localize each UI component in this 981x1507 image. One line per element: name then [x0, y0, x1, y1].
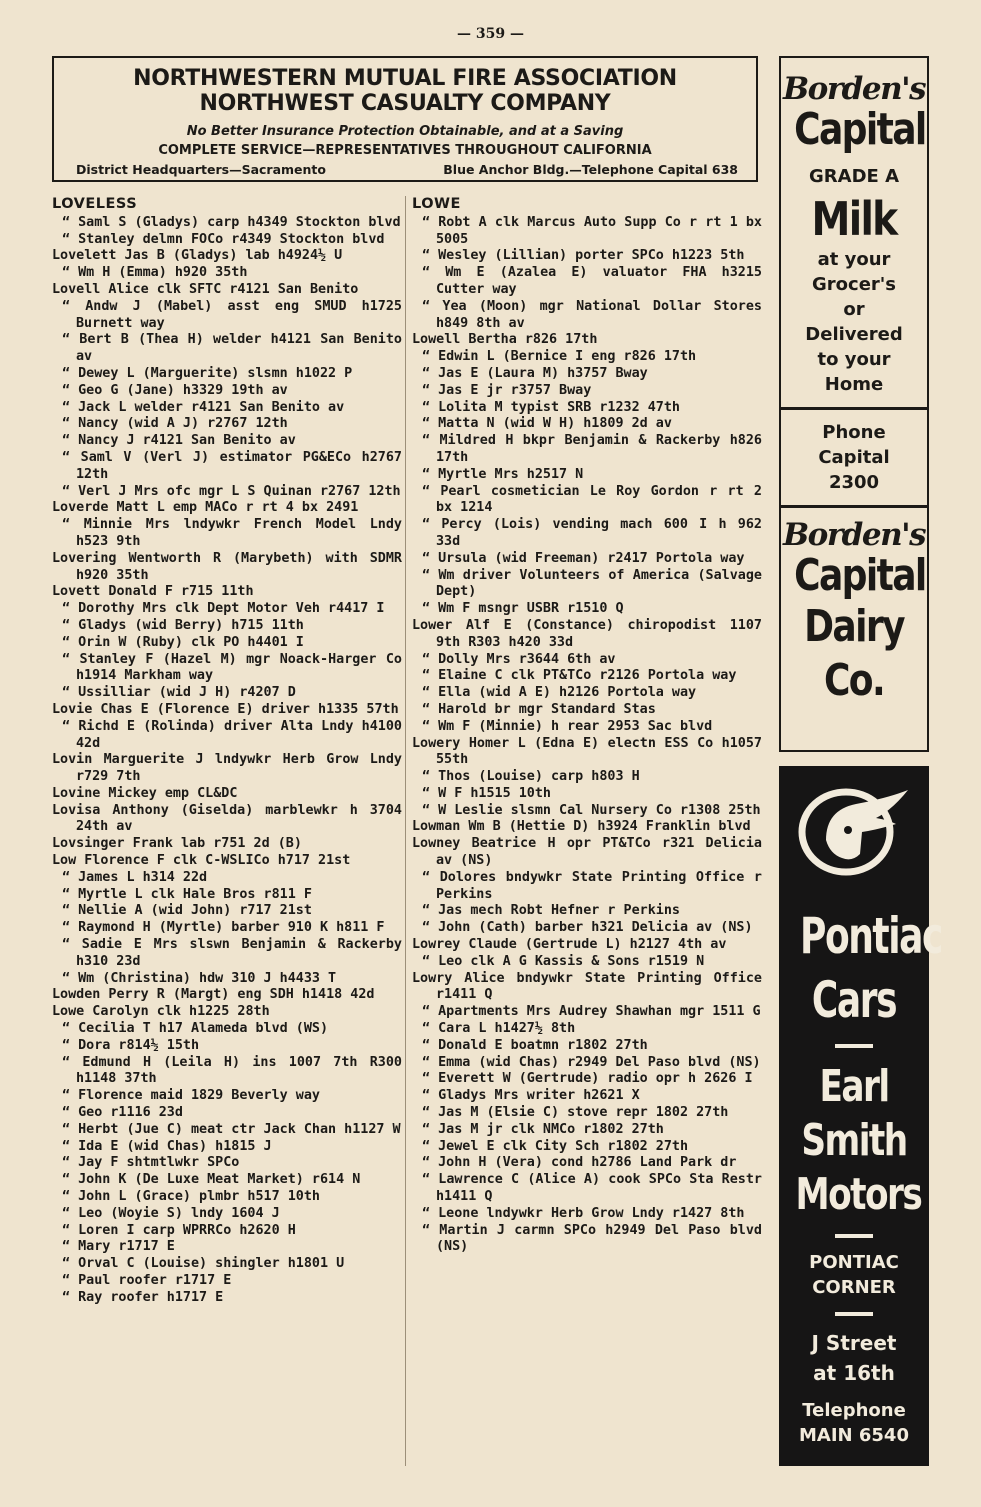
directory-entry: “ Jay F shtmtlwkr SPCo	[62, 1155, 240, 1171]
directory-entry: Low Florence F clk C-WSLICo h717 21st	[52, 853, 351, 869]
directory-entry: “ Everett W (Gertrude) radio opr h 2626 I	[422, 1071, 753, 1087]
directory-entry: “ Dorothy Mrs clk Dept Motor Veh r4417 I	[62, 601, 385, 617]
directory-entry: “ John K (De Luxe Meat Market) r614 N	[62, 1172, 361, 1188]
directory-entry: “ Ussilliar (wid J H) r4207 D	[62, 685, 296, 701]
directory-entry: “ Gladys (wid Berry) h715 11th	[62, 617, 304, 633]
bordens-rule-1	[781, 407, 927, 410]
header-address: Blue Anchor Bldg.—Telephone Capital 638	[443, 162, 738, 177]
directory-entry: “ Thos (Louise) carp h803 H	[422, 769, 640, 785]
directory-entry: “ Mildred H bkpr Benjamin & Rackerby h826 17th	[422, 433, 762, 465]
bordens-capital-2: Capital	[794, 550, 926, 601]
directory-entry: “ W Leslie slsmn Cal Nursery Co r1308 25th	[422, 802, 761, 818]
directory-entry: “ Myrtle L clk Hale Bros r811 F	[62, 886, 312, 902]
directory-entry: “ Apartments Mrs Audrey Shawhan mgr 1511 G	[422, 1004, 761, 1020]
directory-entry: “ Wm F msngr USBR r1510 Q	[422, 601, 624, 617]
pontiac-corner-1: PONTIAC	[809, 1252, 899, 1273]
directory-entry: “ Jas E jr r3757 Bway	[422, 382, 592, 398]
directory-entry: Lowry Alice bndywkr State Printing Office r1411 Q	[412, 970, 762, 1003]
directory-entry: “ Wm driver Volunteers of America (Salvage Dept)	[422, 567, 762, 600]
directory-entry: “ Elaine C clk PT&TCo r2126 Portola way	[422, 668, 737, 684]
smith-word: Smith	[801, 1115, 907, 1166]
directory-entry: “ Nancy (wid A J) r2767 12th	[62, 416, 288, 432]
directory-entry: “ Bert B (Thea H) welder h4121 San Benito av	[62, 332, 402, 365]
directory-entry: “ Stanley delmn FOCo r4349 Stockton blvd	[62, 231, 385, 247]
directory-entry: Lovie Chas E (Florence E) driver h1335 57th	[52, 701, 399, 717]
directory-entry: “ Emma (wid Chas) r2949 Del Paso blvd (NS)	[422, 1054, 761, 1070]
directory-entry: “ Richd E (Rolinda) driver Alta Lndy h4100 42d	[62, 718, 402, 751]
bordens-phone-label: Phone	[822, 422, 886, 443]
directory-entry: “ Jack L welder r4121 San Benito av	[62, 399, 345, 415]
directory-entry: “ Edwin L (Bernice I eng r826 17th	[422, 349, 697, 365]
directory-entry: “ Percy (Lois) vending mach 600 I h 962 33d	[422, 517, 762, 549]
pontiac-dash-3	[835, 1312, 873, 1316]
directory-entry: “ Andw J (Mabel) asst eng SMUD h1725 Burnett way	[62, 298, 402, 331]
directory-entry: “ Jas E (Laura M) h3757 Bway	[422, 365, 648, 381]
directory-entry: “ Dolly Mrs r3644 6th av	[422, 651, 616, 667]
directory-entry: “ Yea (Moon) mgr National Dollar Stores h849 8th av	[422, 298, 762, 331]
pontiac-tel-label: Telephone	[802, 1400, 906, 1421]
header-line-2: NORTHWEST CASUALTY COMPANY	[199, 91, 611, 116]
directory-entry: Lowell Bertha r826 17th	[412, 332, 598, 348]
directory-entry: Lovisa Anthony (Giselda) marblewkr h 3704 24th av	[52, 802, 402, 835]
bordens-line5: to your	[817, 349, 891, 370]
directory-entry: “ Martin J carmn SPCo h2949 Del Paso blvd (NS)	[422, 1222, 762, 1255]
directory-entry: “ Lawrence C (Alice A) cook SPCo Sta Restr h1411 Q	[422, 1172, 762, 1205]
directory-entry: “ Harold br mgr Standard Stas	[422, 701, 656, 717]
pontiac-tel-number: MAIN 6540	[799, 1425, 909, 1446]
directory-entry: “ Cara L h1427½ 8th	[422, 1021, 576, 1037]
directory-entry: “ Matta N (wid W H) h1809 2d av	[422, 416, 672, 432]
pontiac-dash-1	[835, 1044, 873, 1048]
directory-entry: “ Orval C (Louise) shingler h1801 U	[62, 1256, 345, 1272]
directory-entry: “ Saml V (Verl J) estimator PG&ECo h2767 12th	[62, 449, 402, 482]
directory-entry: “ Pearl cosmetician Le Roy Gordon r rt 2 bx 1214	[422, 483, 762, 516]
directory-entry: “ Cecilia T h17 Alameda blvd (WS)	[62, 1021, 329, 1037]
directory-entry: “ Nellie A (wid John) r717 21st	[62, 903, 312, 919]
directory-entry: “ Gladys Mrs writer h2621 X	[422, 1088, 640, 1104]
directory-entry: “ Mary r1717 E	[62, 1239, 175, 1255]
pontiac-word: Pontiac	[800, 907, 942, 965]
header-service: COMPLETE SERVICE—REPRESENTATIVES THROUGHOUT CALIFORNIA	[158, 143, 652, 158]
bordens-phone-number: 2300	[828, 472, 880, 493]
directory-entry: Lowman Wm B (Hettie D) h3924 Franklin blvd	[412, 819, 751, 835]
directory-entry: “ Ray roofer h1717 E	[62, 1289, 224, 1305]
bordens-logo: Borden's	[782, 71, 926, 107]
left-column-heading: LOVELESS	[52, 196, 138, 212]
bordens-rule-2	[781, 505, 927, 508]
bordens-line3: or	[843, 299, 865, 320]
directory-entry: Lovell Alice clk SFTC r4121 San Benito	[52, 281, 359, 297]
directory-entry: “ John (Cath) barber h321 Delicia av (NS)	[422, 920, 753, 936]
directory-entry: Lowery Homer L (Edna E) electn ESS Co h1057 55th	[412, 735, 762, 768]
pontiac-street-1: J Street	[811, 1331, 897, 1355]
directory-entry: Lowden Perry R (Margt) eng SDH h1418 42d	[52, 987, 375, 1003]
directory-entry: “ Stanley F (Hazel M) mgr Noack-Harger Co h1914 Markham way	[62, 651, 402, 684]
page-number: — 359 —	[457, 26, 524, 42]
directory-entry: “ Leo (Woyie S) lndy 1604 J	[62, 1205, 280, 1221]
directory-entry: “ Leo clk A G Kassis & Sons r1519 N	[422, 953, 705, 969]
header-slogan: No Better Insurance Protection Obtainable, and at a Saving	[186, 124, 624, 139]
left-column	[52, 196, 402, 1307]
directory-entry: Lovelett Jas B (Gladys) lab h4924½ U	[52, 248, 343, 264]
bordens-line4: Delivered	[805, 324, 903, 345]
right-column-heading: LOWE	[412, 196, 461, 212]
directory-entry: “ Sadie E Mrs slswn Benjamin & Rackerby h310 23d	[62, 937, 402, 969]
directory-entry: “ Wesley (Lillian) porter SPCo h1223 5th	[422, 248, 745, 264]
directory-entry: “ James L h314 22d	[62, 869, 208, 885]
indian-head-logo-icon	[796, 780, 912, 876]
directory-entry: “ Jas M (Elsie C) stove repr 1802 27th	[422, 1105, 729, 1121]
column-divider	[405, 196, 406, 1466]
motors-word: Motors	[795, 1169, 922, 1220]
cars-word: Cars	[811, 971, 897, 1029]
header-district-row	[54, 162, 756, 177]
bordens-dairy: Dairy	[804, 601, 904, 652]
directory-entry: “ Jewel E clk City Sch r1802 27th	[422, 1138, 689, 1154]
directory-entry: “ Dolores bndywkr State Printing Office r Perkins	[422, 869, 762, 902]
pontiac-street-2: at 16th	[813, 1361, 895, 1385]
directory-entry: “ Wm H (Emma) h920 35th	[62, 265, 248, 281]
directory-entry: “ Wm (Christina) hdw 310 J h4433 T	[62, 970, 337, 986]
bordens-phone-exchange: Capital	[818, 447, 890, 468]
directory-entry: “ Raymond H (Myrtle) barber 910 K h811 F	[62, 920, 385, 936]
directory-entry: “ Donald E boatmn r1802 27th	[422, 1037, 648, 1053]
directory-entry: Loverde Matt L emp MACo r rt 4 bx 2491	[52, 500, 359, 516]
directory-entry: “ Ida E (wid Chas) h1815 J	[62, 1138, 272, 1154]
directory-entry: “ Wm F (Minnie) h rear 2953 Sac blvd	[422, 718, 713, 734]
directory-entry: “ John H (Vera) cond h2786 Land Park dr	[422, 1155, 737, 1171]
header-line-1: NORTHWESTERN MUTUAL FIRE ASSOCIATION	[133, 66, 677, 91]
directory-entry: “ Orin W (Ruby) clk PO h4401 I	[62, 634, 304, 650]
directory-entry: Lovering Wentworth R (Marybeth) with SDMR h920 35th	[52, 550, 402, 583]
bordens-capital: Capital	[794, 104, 926, 155]
directory-entry: “ Leone lndywkr Herb Grow Lndy r1427 8th	[422, 1205, 745, 1221]
directory-entry: “ Jas mech Robt Hefner r Perkins	[422, 903, 680, 919]
directory-entry: “ Nancy J r4121 San Benito av	[62, 433, 296, 449]
bordens-line2: Grocer's	[812, 274, 896, 295]
directory-entry: “ John L (Grace) plmbr h517 10th	[62, 1189, 320, 1205]
directory-entry: “ Dewey L (Marguerite) slsmn h1022 P	[62, 365, 353, 381]
pontiac-corner-2: CORNER	[812, 1277, 896, 1298]
directory-entry: “ Geo G (Jane) h3329 19th av	[62, 382, 288, 398]
directory-entry: “ Dora r814½ 15th	[62, 1037, 200, 1053]
bordens-ad	[779, 56, 929, 752]
bordens-logo-2: Borden's	[782, 517, 926, 553]
directory-entry: “ Ella (wid A E) h2126 Portola way	[422, 685, 697, 701]
directory-entry: “ Robt A clk Marcus Auto Supp Co r rt 1 bx 5005	[422, 214, 762, 247]
right-column	[412, 196, 762, 1256]
directory-entry: “ Herbt (Jue C) meat ctr Jack Chan h1127 W	[62, 1121, 401, 1137]
directory-entry: “ Paul roofer r1717 E	[62, 1273, 232, 1288]
bordens-grade: GRADE A	[809, 166, 899, 187]
directory-entry: “ Geo r1116 23d	[62, 1105, 183, 1121]
directory-entry: Lovine Mickey emp CL&DC	[52, 785, 238, 801]
bordens-line1: at your	[817, 249, 891, 270]
directory-entry: “ Minnie Mrs lndywkr French Model Lndy h523 9th	[62, 517, 402, 549]
directory-entry: Lowrey Claude (Gertrude L) h2127 4th av	[412, 937, 727, 953]
directory-entry: “ Jas M jr clk NMCo r1802 27th	[422, 1121, 664, 1137]
directory-entry: Lower Alf E (Constance) chiropodist 1107 9th R303 h420 33d	[412, 617, 762, 650]
directory-entry: Lovsinger Frank lab r751 2d (B)	[52, 836, 302, 852]
directory-entry: “ Verl J Mrs ofc mgr L S Quinan r2767 12th	[62, 483, 401, 499]
directory-entry: “ Wm E (Azalea E) valuator FHA h3215 Cutter way	[422, 265, 762, 297]
directory-entry: “ Lolita M typist SRB r1232 47th	[422, 399, 680, 415]
directory-entry: “ W F h1515 10th	[422, 785, 551, 801]
directory-entry: Lovett Donald F r715 11th	[52, 584, 254, 600]
header-district: District Headquarters—Sacramento	[76, 162, 326, 177]
bordens-co: Co.	[823, 655, 885, 706]
directory-entry: Lovin Marguerite J lndywkr Herb Grow Lndy r729 7th	[52, 752, 402, 785]
insurance-header-ad	[52, 56, 758, 182]
bordens-line6: Home	[824, 374, 884, 395]
directory-entry: Lowe Carolyn clk h1225 28th	[52, 1004, 270, 1020]
directory-entry: “ Florence maid 1829 Beverly way	[62, 1088, 320, 1104]
directory-entry: “ Myrtle Mrs h2517 N	[422, 466, 584, 482]
pontiac-ad	[779, 766, 942, 1466]
pontiac-dash-2	[835, 1234, 873, 1238]
bordens-milk: Milk	[811, 192, 897, 246]
directory-entry: Lowney Beatrice H opr PT&TCo r321 Delicia av (NS)	[412, 836, 762, 869]
earl-word: Earl	[819, 1061, 889, 1112]
directory-entry: “ Edmund H (Leila H) ins 1007 7th R300 h1148 37th	[62, 1054, 402, 1087]
directory-entry: “ Loren I carp WPRRCo h2620 H	[62, 1222, 296, 1238]
directory-entry: “ Ursula (wid Freeman) r2417 Portola way	[422, 550, 745, 566]
directory-entry: “ Saml S (Gladys) carp h4349 Stockton blvd	[62, 214, 401, 230]
